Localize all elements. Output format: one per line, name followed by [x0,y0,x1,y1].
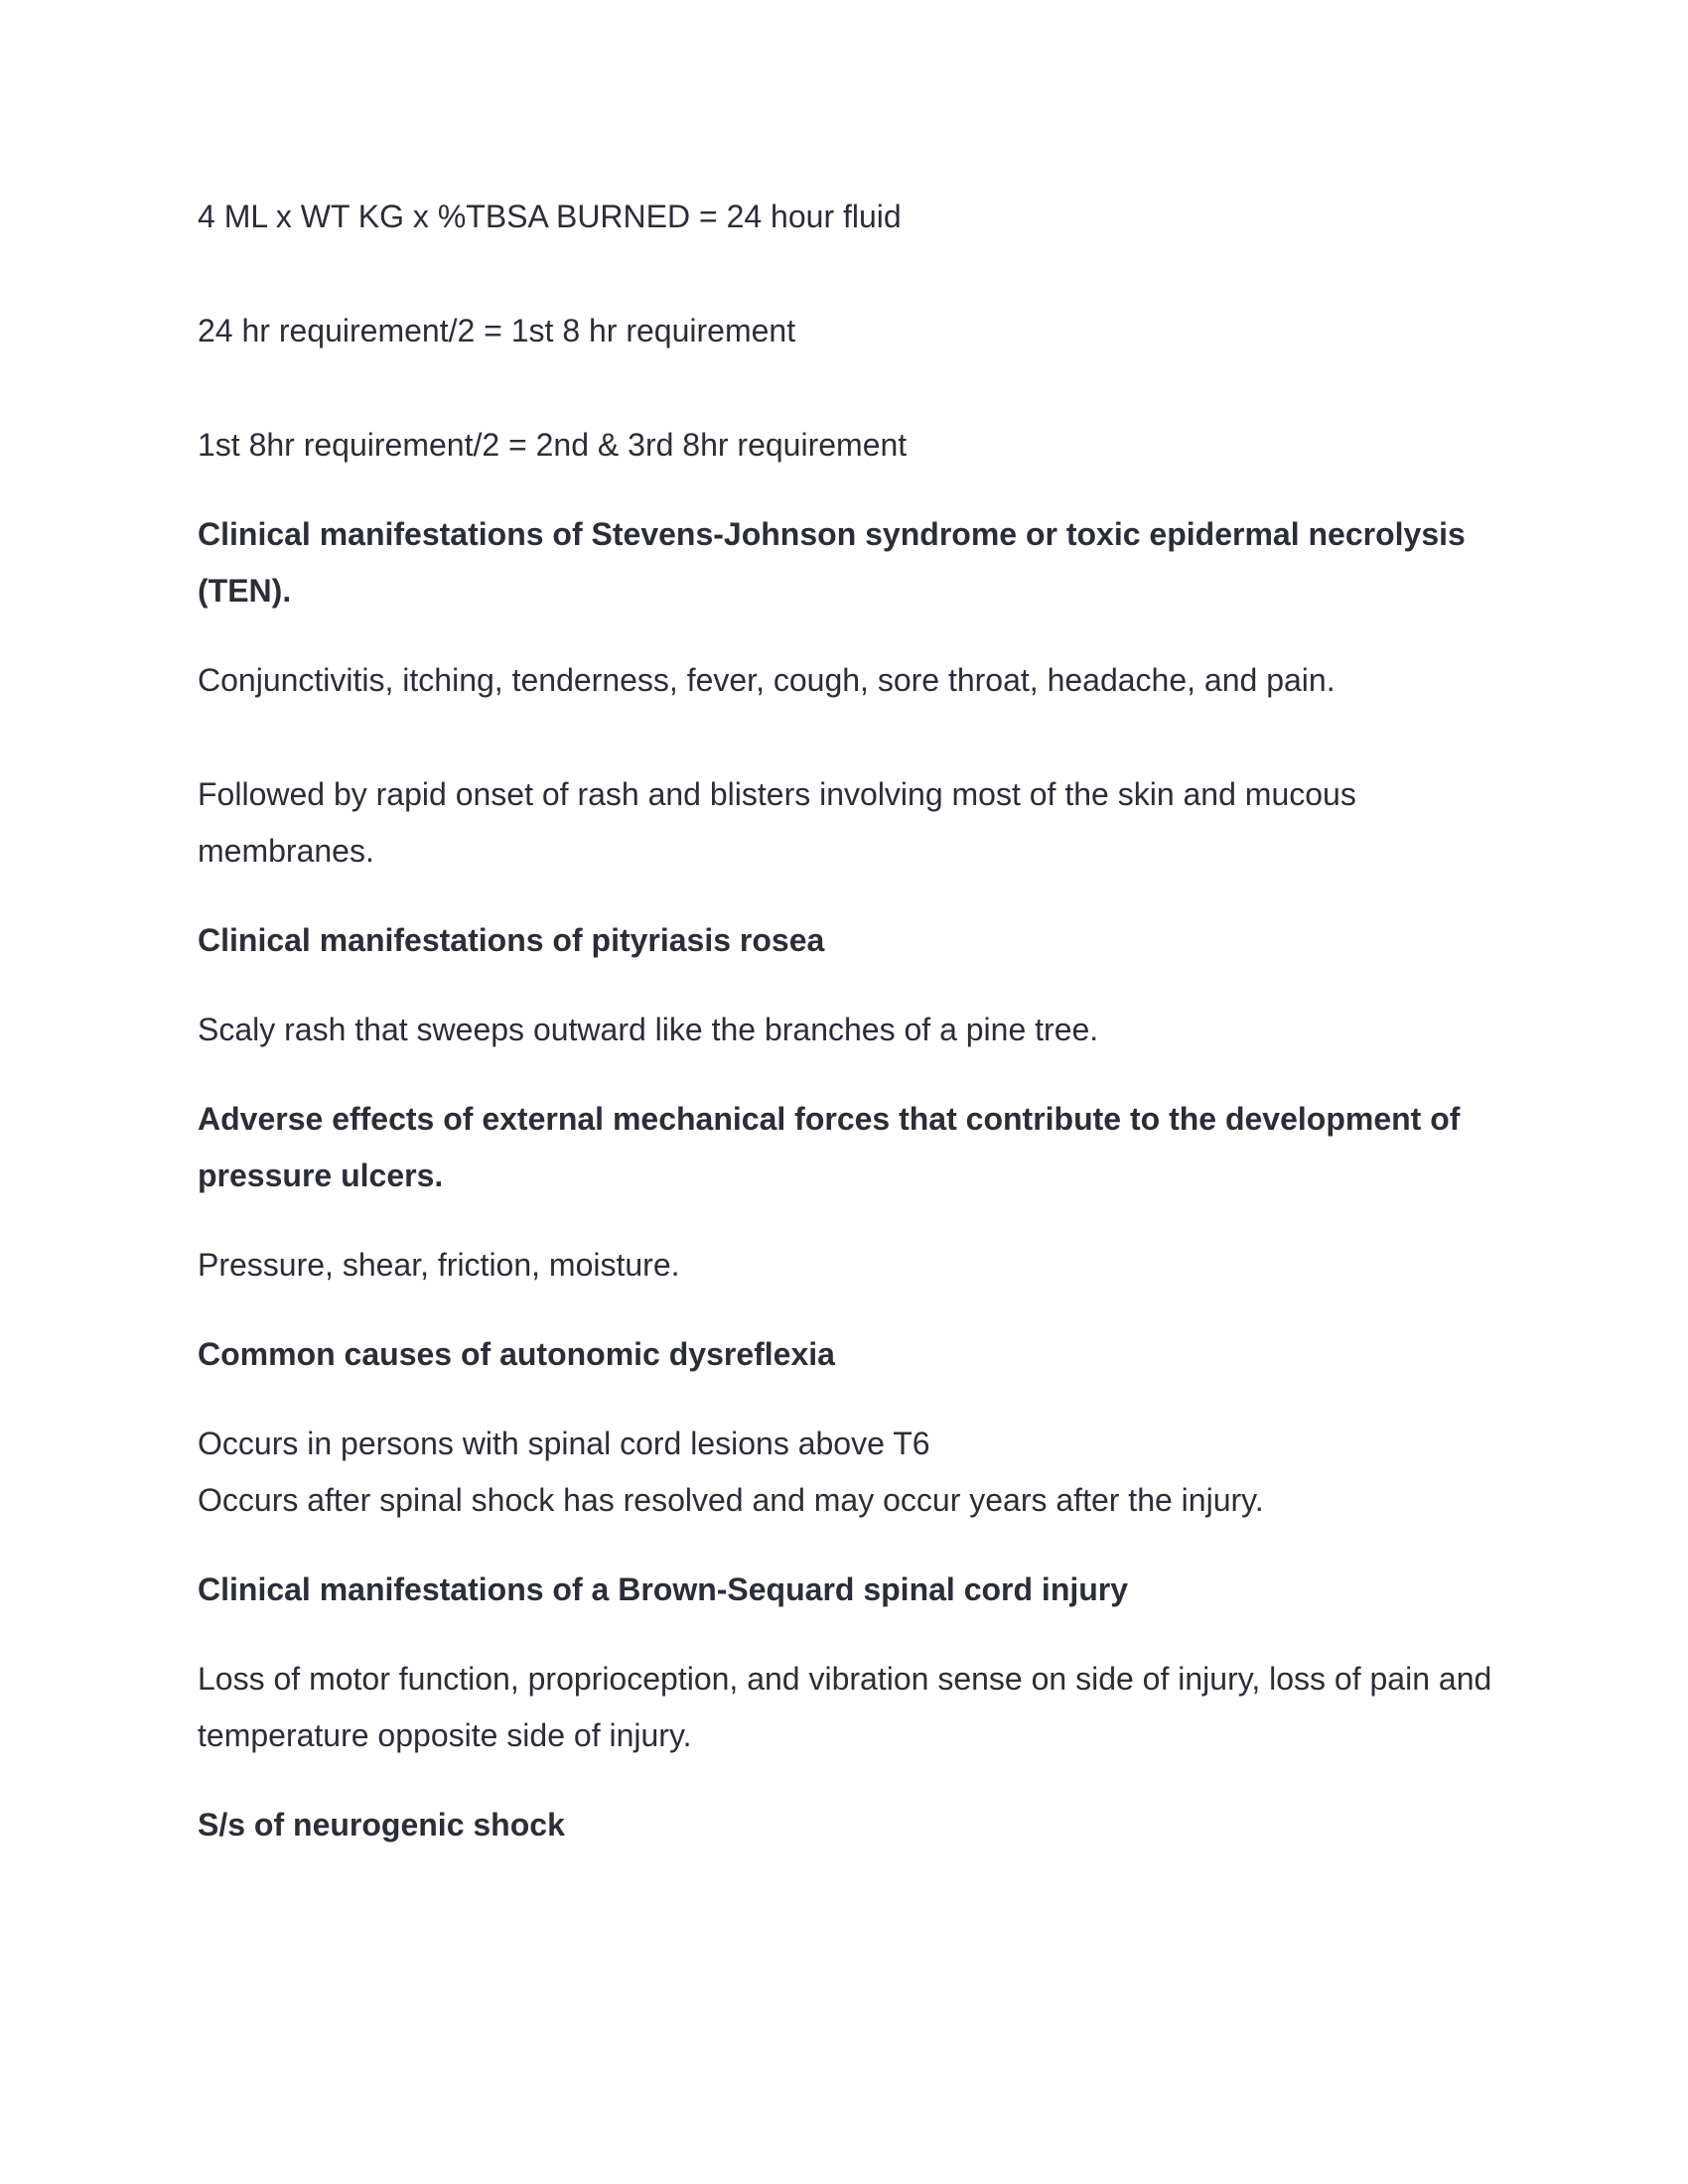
section-heading: Adverse effects of external mechanical forces that contribute to the development of pressure ulcers. [198,1101,1461,1193]
section-text-line: Occurs after spinal shock has resolved and may occur years after the injury. [198,1482,1264,1518]
section-heading: Common causes of autonomic dysreflexia [198,1336,835,1372]
section-text: Loss of motor function, proprioception, and vibration sense on side of injury, loss of pain and temperature opposite side of injury. [198,1661,1492,1753]
formula-line: 24 hr requirement/2 = 1st 8 hr requirement [198,313,796,348]
section-heading: Clinical manifestations of pityriasis rosea [198,922,825,958]
formula-line: 1st 8hr requirement/2 = 2nd & 3rd 8hr requirement [198,427,908,463]
section-text: Followed by rapid onset of rash and blisters involving most of the skin and mucous membranes. [198,776,1356,869]
section-text: Conjunctivitis, itching, tenderness, fever, cough, sore throat, headache, and pain. [198,662,1336,698]
section-text-block [198,1416,1508,1529]
section-text: Pressure, shear, friction, moisture. [198,1247,680,1283]
document-body [198,189,1508,1853]
formula-line: 4 ML x WT KG x %TBSA BURNED = 24 hour fluid [198,199,902,234]
section-heading: Clinical manifestations of Stevens-Johnson syndrome or toxic epidermal necrolysis (TEN). [198,516,1466,609]
section-heading: Clinical manifestations of a Brown-Sequard spinal cord injury [198,1571,1129,1607]
section-heading: S/s of neurogenic shock [198,1807,565,1843]
section-text-line: Occurs in persons with spinal cord lesions above T6 [198,1426,930,1461]
section-text: Scaly rash that sweeps outward like the branches of a pine tree. [198,1012,1099,1047]
